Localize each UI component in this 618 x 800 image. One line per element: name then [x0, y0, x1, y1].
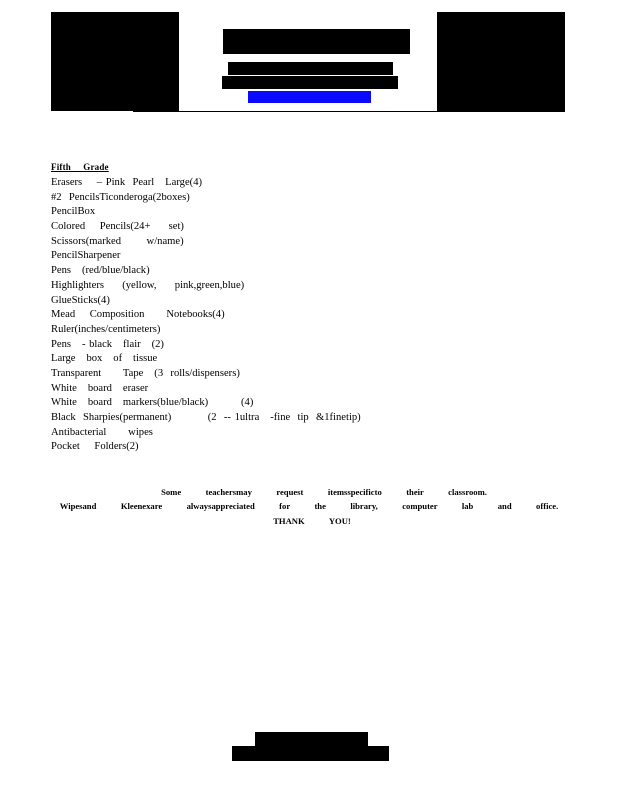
list-item: Erasers – Pink Pearl Large(4) [51, 177, 203, 188]
address-line-redaction [228, 62, 393, 75]
list-item: Highlighters (yellow, pink,green,blue) [51, 279, 245, 291]
list-item: Large box of tissue [51, 353, 158, 365]
list-item: #2 PencilsTiconderoga(2boxes) [51, 191, 190, 203]
list-item: White board eraser [51, 382, 149, 394]
list-item: Pens - black flair (2) [51, 338, 164, 350]
footer-line-1-redaction [255, 732, 368, 746]
left-logo-redaction [51, 12, 179, 111]
thank-you: THANK YOU! [273, 516, 351, 526]
footer-line-2-redaction [232, 746, 389, 761]
list-item: Scissors(marked w/name) [51, 235, 184, 247]
letterhead-divider [133, 111, 565, 112]
list-item: Pocket Folders(2) [51, 441, 139, 453]
list-item: PencilBox [51, 206, 96, 218]
list-item: PencilSharpener [51, 250, 121, 262]
note-line-1: Some teachersmay request itemsspecificto their classroom. [161, 487, 487, 497]
right-logo-redaction [437, 12, 565, 111]
list-item: Colored Pencils(24+ set) [51, 221, 184, 233]
list-item: White board markers(blue/black) (4) [51, 397, 254, 409]
list-item: Ruler(inches/centimeters) [51, 323, 161, 335]
list-item: GlueSticks(4) [51, 294, 110, 306]
contact-line-redaction [222, 76, 398, 89]
note-line-2: Wipesand Kleenexare alwaysappreciated for the library, computer lab and office. [59, 501, 559, 511]
list-item: Pens (red/blue/black) [51, 265, 150, 277]
list-item: Transparent Tape (3 rolls/dispensers) [51, 367, 240, 379]
website-link-redaction [248, 91, 371, 103]
list-item: Mead Composition Notebooks(4) [51, 309, 225, 321]
list-item: Black Sharpies(permanent) (2 -- 1ultra -fine tip &1finetip) [51, 412, 361, 423]
school-name-redaction [223, 29, 410, 54]
grade-heading: Fifth Grade [51, 162, 109, 172]
list-item: Antibacterial wipes [51, 426, 153, 438]
supply-list [51, 176, 361, 455]
